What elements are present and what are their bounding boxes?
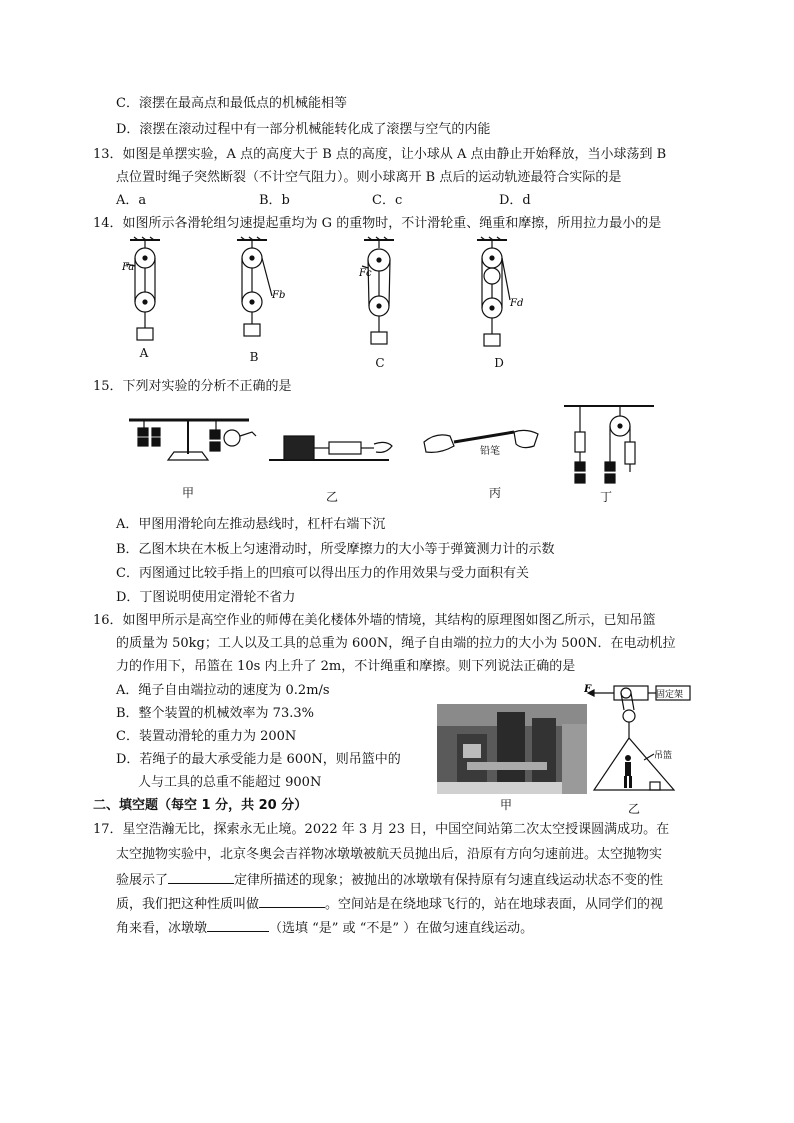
- frame-label: 固定架: [656, 690, 684, 700]
- q13-option-d: D．d: [499, 193, 531, 208]
- q17-line3-part2: 定律所描述的现象；被抛出的冰墩墩有保持原有匀速直线运动状态不变的性: [234, 873, 664, 888]
- q16-option-c: C．装置动滑轮的重力为 200N: [116, 729, 297, 744]
- basket-diagram: [584, 680, 694, 800]
- q17-stem-line4: [116, 893, 663, 915]
- q13-option-b: B．b: [259, 193, 290, 208]
- q14-label-d: D: [494, 356, 504, 370]
- q15-stem: 15．下列对实验的分析不正确的是: [93, 379, 292, 394]
- q13-option-c: C．c: [372, 193, 403, 208]
- q14-label-a: A: [139, 346, 149, 360]
- q13-options: [116, 191, 596, 211]
- q15-label-jia: 甲: [181, 486, 194, 500]
- q12-option-d: D．滚摆在滚动过程中有一部分机械能转化成了滚摆与空气的内能: [116, 122, 491, 137]
- q16-stem-line3: 力的作用下，吊篮在 10s 内上升了 2m，不计绳重和摩擦。则下列说法正确的是: [116, 659, 576, 674]
- q17-blank-1[interactable]: [168, 869, 234, 884]
- pencil-label: 铅笔: [480, 446, 500, 457]
- q17-line5-part2: （选填 “是” 或 “不是” ）在做匀速直线运动。: [269, 921, 534, 936]
- q17-line4-part1: 质，我们把这种性质叫做: [116, 897, 260, 912]
- q17-stem-line1: 17．星空浩瀚无比，探索永无止境。2022 年 3 月 23 日，中国空间站第二次太空授课圆满成功。在: [93, 822, 670, 837]
- force-label-c: Fc: [359, 268, 372, 279]
- force-label-a: Fa: [122, 262, 135, 273]
- q17-line5-part1: 角来看，冰墩墩: [116, 921, 208, 936]
- q15-option-b: B．乙图木块在木板上匀速滑动时，所受摩擦力的大小等于弹簧测力计的示数: [116, 542, 555, 557]
- q17-line4-part2: 。空间站是在绕地球飞行的，站在地球表面，从同学们的视: [325, 897, 664, 912]
- q16-option-b: B．整个装置的机械效率为 73.3%: [116, 706, 314, 721]
- q16-option-a: A．绳子自由端拉动的速度为 0.2m/s: [116, 683, 330, 698]
- q17-line3-part1: 验展示了: [116, 873, 169, 888]
- q15-label-bing: 丙: [488, 486, 501, 500]
- q16-option-d-line1: D．若绳子的最大承受能力是 600N，则吊篮中的: [116, 752, 401, 767]
- q17-stem-line2: 太空抛物实验中，北京冬奥会吉祥物冰墩墩被航天员抛出后，沿原有方向匀速前进。太空抛物实: [116, 847, 663, 862]
- section-fill-in-heading: 二、填空题（每空 1 分，共 20 分）: [93, 798, 308, 813]
- q14-label-c: C: [375, 356, 385, 370]
- q16-label-jia: 甲: [499, 798, 512, 812]
- q17-stem-line3: [116, 869, 663, 891]
- experiment-diagrams: [124, 402, 664, 502]
- force-label-d: Fd: [510, 298, 524, 309]
- q16-photo-jia: [437, 704, 587, 794]
- basket-label: 吊篮: [654, 751, 673, 761]
- q13-stem-line2: 点位置时绳子突然断裂（不计空气阻力）。则小球离开 B 点后的运动轨迹最符合实际的是: [116, 170, 622, 185]
- q14-label-b: B: [249, 350, 259, 364]
- q15-label-ding: 丁: [599, 490, 612, 504]
- q16-label-yi: 乙: [627, 802, 640, 816]
- q14-stem: 14．如图所示各滑轮组匀速提起重均为 G 的重物时，不计滑轮重、绳重和摩擦，所用拉力最小的是: [93, 216, 662, 231]
- q17-blank-2[interactable]: [259, 893, 325, 908]
- force-label-f: F: [584, 684, 592, 695]
- q13-stem-line1: 13．如图是单摆实验，A 点的高度大于 B 点的高度，让小球从 A 点由静止开始释放，当小球荡到 B: [93, 147, 667, 162]
- q16-stem-line1: 16．如图甲所示是高空作业的师傅在美化楼体外墙的情境，其结构的原理图如图乙所示，已知吊篮: [93, 613, 656, 628]
- q15-experiment-figures: [124, 402, 664, 502]
- q15-option-c: C．丙图通过比较手指上的凹痕可以得出压力的作用效果与受力面积有关: [116, 566, 529, 581]
- q15-label-yi: 乙: [325, 490, 338, 504]
- q12-option-c: C．滚摆在最高点和最低点的机械能相等: [116, 96, 347, 111]
- q17-stem-line5: [116, 917, 533, 939]
- q15-option-d: D．丁图说明使用定滑轮不省力: [116, 590, 296, 605]
- q17-blank-3[interactable]: [207, 917, 269, 932]
- q14-pulley-figures: [112, 236, 532, 376]
- pulley-diagrams: [112, 236, 532, 376]
- building-photo: [437, 704, 587, 794]
- q16-option-d-line2: 人与工具的总重不能超过 900N: [138, 775, 322, 790]
- q15-option-a: A．甲图用滑轮向左推动悬线时，杠杆右端下沉: [116, 517, 386, 532]
- q13-option-a: A．a: [116, 193, 147, 208]
- force-label-b: Fb: [272, 290, 286, 301]
- q16-diagram-yi: [584, 680, 694, 800]
- q16-stem-line2: 的质量为 50kg；工人以及工具的总重为 600N，绳子自由端的拉力的大小为 500N．在电动机拉: [116, 636, 676, 651]
